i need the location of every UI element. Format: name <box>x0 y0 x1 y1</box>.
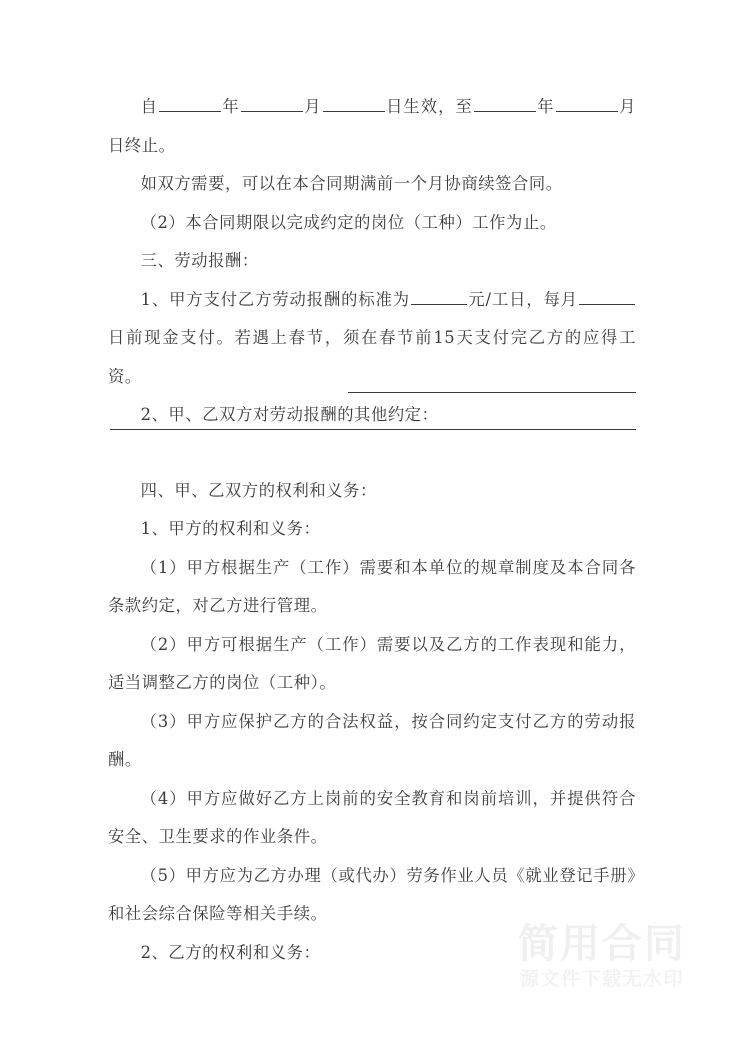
paragraph-party-b-heading: 2、乙方的权利和义务： <box>140 942 321 962</box>
blank-field-start-day[interactable] <box>323 95 385 112</box>
blank-field-payday[interactable] <box>579 287 635 304</box>
blank-field-daily-wage[interactable] <box>411 287 467 304</box>
paragraph-party-a-heading: 1、甲方的权利和义务： <box>140 519 321 538</box>
text-run: 元/工日，每月 <box>468 289 579 309</box>
paragraph-a-3: （3）甲方应保护乙方的合法权益，按合同约定支付乙方的劳动报酬。 <box>108 711 636 769</box>
blank-field-end-year[interactable] <box>474 95 536 112</box>
document-text-body <box>108 88 636 972</box>
text-run: 月 <box>303 97 322 116</box>
text-run: 年 <box>536 97 555 116</box>
paragraph-item-2: （2）本合同期限以完成约定的岗位（工种）工作为止。 <box>140 212 557 232</box>
text-run: 月日终止。 <box>108 97 637 155</box>
blank-field-start-month[interactable] <box>241 95 303 112</box>
answer-rule-line-inline[interactable] <box>348 392 636 393</box>
text-run: 自 <box>140 97 158 116</box>
paragraph-term-dates <box>108 88 636 165</box>
paragraph-pay-other: 2、甲、乙双方对劳动报酬的其他约定： <box>140 405 439 424</box>
paragraph-pay-standard <box>108 281 636 397</box>
text-run: 日前现金支付。若遇上春节，须在春节前15天支付完乙方的应得工资。 <box>108 328 636 386</box>
paragraph-a-5: （5）甲方应为乙方办理（或代办）劳务作业人员《就业登记手册》和社会综合保险等相关手续。 <box>108 865 636 923</box>
answer-rule-line-full[interactable] <box>110 429 636 430</box>
paragraph-section-four-heading: 四、甲、乙双方的权利和义务： <box>140 480 377 500</box>
text-run: 日生效，至 <box>385 97 473 116</box>
blank-answer-space <box>108 435 636 472</box>
paragraph-a-2: （2）甲方可根据生产（工作）需要以及乙方的工作表现和能力，适当调整乙方的岗位（工种）。 <box>108 634 636 692</box>
watermark-title: 简用合同 <box>518 920 686 967</box>
watermark-subtitle: 源文件下载无水印 <box>519 967 684 990</box>
text-run: 1、甲方支付乙方劳动报酬的标准为 <box>140 289 411 309</box>
paragraph-renewal: 如双方需要，可以在本合同期满前一个月协商续签合同。 <box>140 174 563 193</box>
paragraph-section-three-heading: 三、劳动报酬： <box>140 251 259 270</box>
blank-field-end-month[interactable] <box>556 95 618 112</box>
paragraph-a-4: （4）甲方应做好乙方上岗前的安全教育和岗前培训，并提供符合安全、卫生要求的作业条件。 <box>108 788 636 846</box>
blank-field-start-year[interactable] <box>159 95 221 112</box>
paragraph-a-1: （1）甲方根据生产（工作）需要和本单位的规章制度及本合同各条款约定，对乙方进行管理。 <box>108 557 636 615</box>
text-run: 年 <box>221 97 240 116</box>
